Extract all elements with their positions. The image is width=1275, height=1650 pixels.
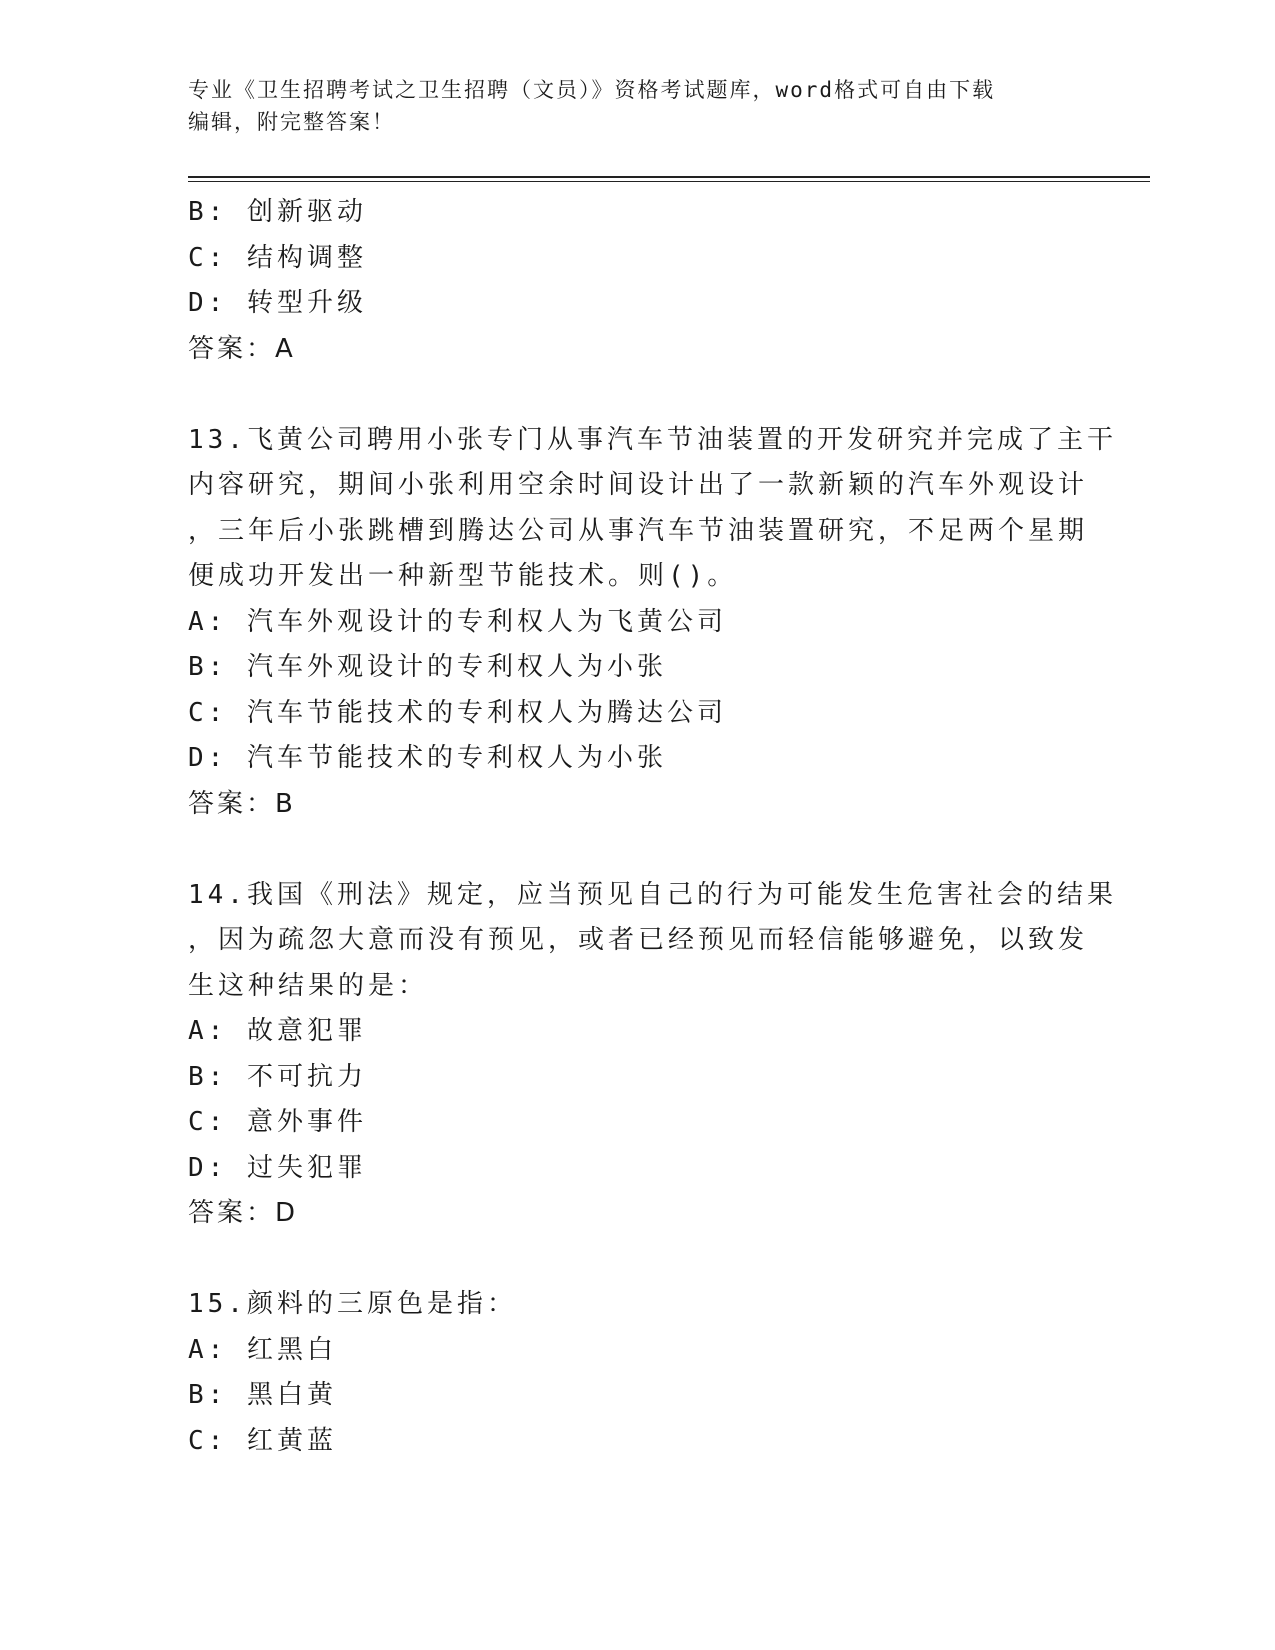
question-stem-line: 14.我国《刑法》规定，应当预见自己的行为可能发生危害社会的结果 [188,879,1117,910]
option-d: D: 转型升级 [188,288,367,318]
option-c: C: 红黄蓝 [188,1425,337,1456]
option-c: C: 汽车节能技术的专利权人为腾达公司 [188,697,727,728]
option-b: B: 黑白黄 [188,1380,337,1410]
question-stem-line: ，三年后小张跳槽到腾达公司从事汽车节油装置研究，不足两个星期 [188,515,1089,546]
option-b: B: 创新驱动 [188,197,367,227]
header-line-2: 编辑，附完整答案！ [188,110,395,134]
option-b: B: 不可抗力 [188,1061,367,1092]
header-line-1: 专业《卫生招聘考试之卫生招聘（文员）》资格考试题库，word格式可自由下载 [188,78,996,102]
question-13 [188,418,1117,828]
question-stem-line: ，因为疏忽大意而没有预见，或者已经预见而轻信能够避免，以致发 [188,925,1089,955]
question-stem-line: 便成功开发出一种新型节能技术。则()。 [188,561,738,591]
option-c: C: 意外事件 [188,1107,367,1137]
question-stem-line: 15.颜料的三原色是指： [188,1289,517,1319]
document-header [188,74,1068,138]
question-stem-line: 13.飞黄公司聘用小张专门从事汽车节油装置的开发研究并完成了主干 [188,424,1117,455]
option-c: C: 结构调整 [188,242,367,273]
answer-line: 答案：A [188,333,296,364]
option-a: A: 红黑白 [188,1334,337,1365]
question-spacer [188,372,1088,418]
question-list [188,190,1117,1464]
question-15 [188,1282,1088,1464]
question-stem-line: 内容研究，期间小张利用空余时间设计出了一款新颖的汽车外观设计 [188,470,1089,500]
header-divider-thick [188,176,1150,178]
option-d: D: 过失犯罪 [188,1152,367,1183]
question-14 [188,873,1117,1237]
question-spacer [188,827,1088,873]
question-12 [188,190,1088,372]
question-spacer [188,1237,1088,1283]
option-a: A: 汽车外观设计的专利权人为飞黄公司 [188,606,727,637]
option-a: A: 故意犯罪 [188,1016,367,1046]
answer-line: 答案：D [188,1198,299,1228]
option-b: B: 汽车外观设计的专利权人为小张 [188,652,667,682]
answer-line: 答案：B [188,788,296,819]
option-d: D: 汽车节能技术的专利权人为小张 [188,743,667,773]
question-stem-line: 生这种结果的是： [188,970,429,1001]
header-divider-thin [188,181,1150,182]
